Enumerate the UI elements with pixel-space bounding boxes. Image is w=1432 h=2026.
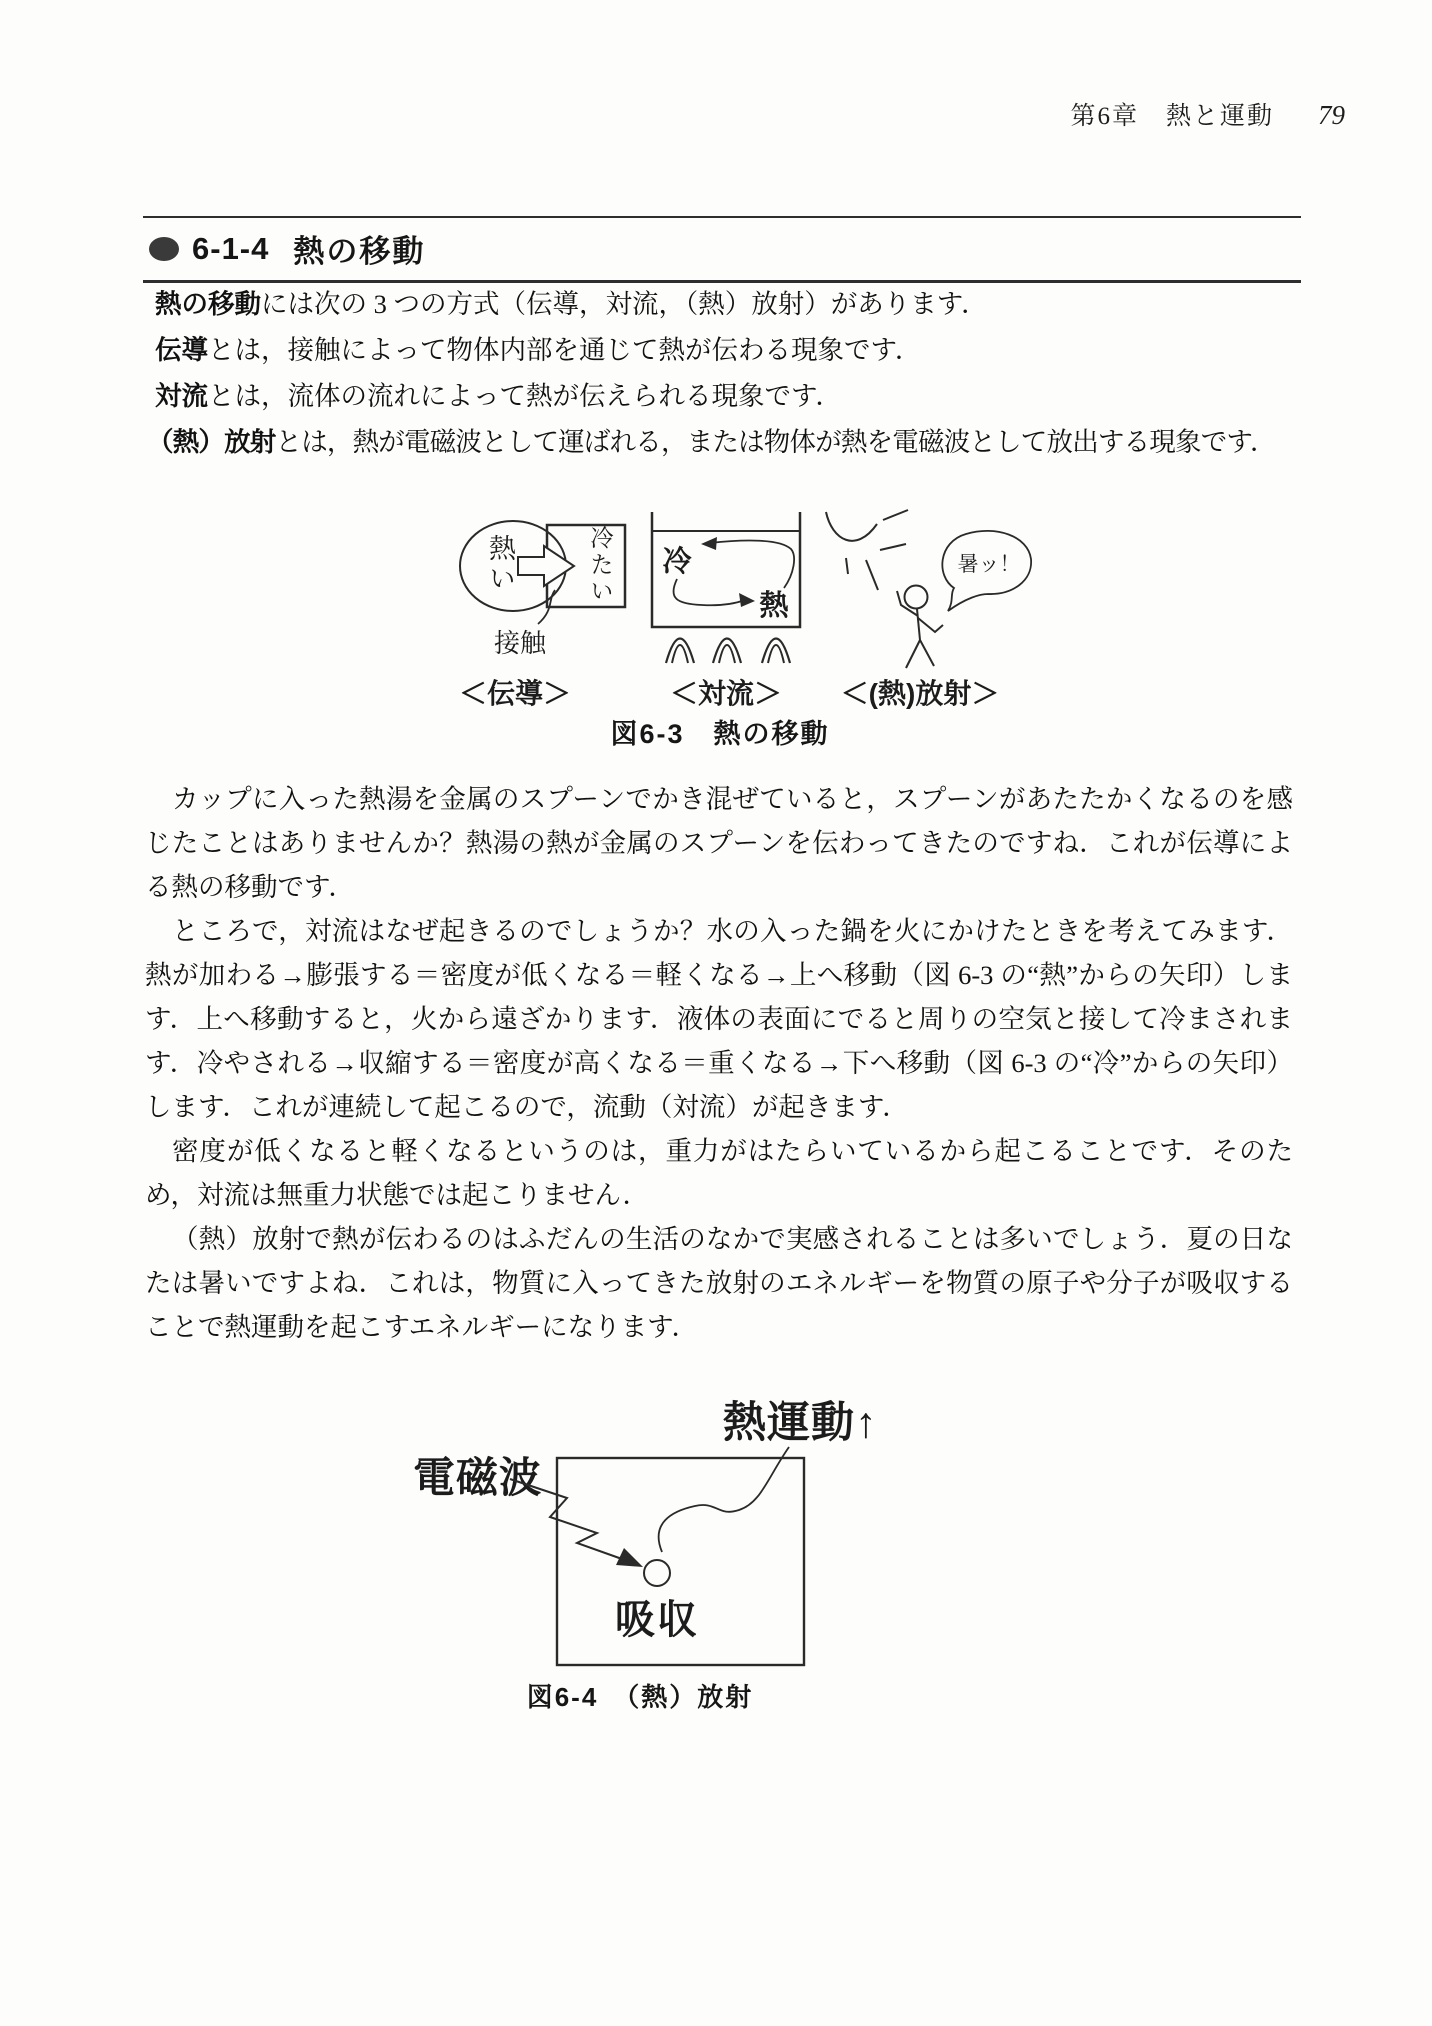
section-number: 6-1-4: [192, 230, 270, 266]
thermal-motion-label: 熱運動↑: [723, 1399, 878, 1447]
convection-caption: ＜対流＞: [669, 678, 783, 709]
paragraph-conduction-example: カップに入った熱湯を金属のスプーンでかき混ぜていると，スプーンがあたたかくなるのを感じたことはありませんか？熱湯の熱が金属のスプーンを伝わってきたのですね．これが伝導による熱の移動です．: [145, 784, 1293, 902]
sun-rays: [846, 510, 908, 590]
intro-line-text: とは，熱が電磁波として運ばれる，または物体が熱を電磁波として放出する現象です．: [275, 427, 1276, 457]
term-heat-transfer: 熱の移動: [155, 289, 261, 319]
conduction-caption: ＜伝導＞: [458, 678, 572, 709]
section-title: 熱の移動: [293, 234, 426, 269]
em-wave-label: 電磁波: [413, 1454, 543, 1501]
hot-region-label: 熱: [759, 590, 789, 622]
hot-label: 熱い: [485, 534, 515, 594]
absorption-label: 吸収: [615, 1598, 699, 1642]
running-header: [1070, 96, 1345, 132]
intro-line-text: とは，接触によって物体内部を通じて熱が伝わる現象です．: [208, 335, 922, 365]
figure-6-3-caption: 図6-3 熱の移動: [610, 719, 830, 749]
term-conduction: 伝導: [155, 335, 208, 365]
molecule-circle: [644, 1560, 670, 1586]
intro-line: [145, 373, 1295, 419]
section-bullet-icon: [149, 237, 179, 261]
cold-region-label: 冷: [662, 546, 692, 578]
arrowhead-to-cold: [701, 537, 717, 550]
intro-line: [145, 281, 1295, 327]
body-text: [145, 777, 1293, 1349]
arrowhead-to-hot: [739, 593, 755, 607]
page-number: 79: [1318, 100, 1345, 130]
intro-block: [145, 281, 1295, 465]
circulation-arrow-up: [710, 541, 794, 588]
intro-line-text: には次の 3 つの方式（伝導，対流，（熱）放射）があります．: [261, 289, 988, 319]
term-convection: 対流: [155, 381, 208, 411]
section-heading: [143, 216, 1301, 283]
paragraph-convection-mechanism: ところで，対流はなぜ起きるのでしょうか？水の入った鍋を火にかけたときを考えてみます．熱が加わる→膨張する＝密度が低くなる＝軽くなる→上へ移動（図 6-3 の“熱”からの矢印）します．上へ移動すると，火から遠ざかります．液体の表面にでると周りの空気と接して冷まされます．冷やされる→収縮する＝密度が高くなる＝重くなる→下へ移動（図 6-3 の“冷”からの矢印）します．これが連続して起こるので，流動（対流）が起きます．: [145, 916, 1293, 1122]
em-wave-arrowhead: [616, 1548, 643, 1567]
intro-line: [145, 419, 1295, 465]
conduction-diagram: [459, 521, 625, 709]
intro-line: [145, 327, 1295, 373]
stick-figure: [897, 586, 943, 669]
paragraph-radiation-example: （熱）放射で熱が伝わるのはふだんの生活のなかで実感されることは多いでしょう．夏の日なたは暑いですよね．これは，物質に入ってきた放射のエネルギーを物質の原子や分子が吸収することで熱運動を起こすエネルギーになります．: [145, 1224, 1293, 1342]
chapter-title: 第6章 熱と運動: [1070, 103, 1274, 130]
term-radiation: （熱）放射: [147, 427, 276, 457]
thermal-motion-wavy-line: [659, 1447, 789, 1552]
circulation-arrow-down: [673, 579, 745, 605]
flame-icons: [666, 639, 790, 664]
paragraph-gravity-note: 密度が低くなると軽くなるというのは，重力がはたらいているから起こることです．そのため，対流は無重力状態では起こりません．: [145, 1136, 1293, 1210]
intro-line-text: とは，流体の流れによって熱が伝えられる現象です．: [208, 381, 842, 411]
radiation-diagram: [826, 510, 1031, 709]
figure-6-3-heat-transfer-diagram: [350, 498, 1090, 713]
figure-6-4-caption: 図6-4 （熱）放射: [526, 1682, 754, 1712]
heat-flow-arrow-icon: [518, 546, 574, 586]
convection-diagram: [652, 512, 800, 709]
radiation-caption: ＜(熱)放射＞: [840, 678, 1000, 709]
speech-bubble-text: 暑ッ！: [957, 553, 1021, 576]
cold-label: 冷たい: [587, 525, 613, 605]
figure-6-4-radiation-diagram: [400, 1395, 1050, 1675]
contact-label: 接触: [493, 628, 547, 658]
sun-icon: [826, 512, 877, 541]
